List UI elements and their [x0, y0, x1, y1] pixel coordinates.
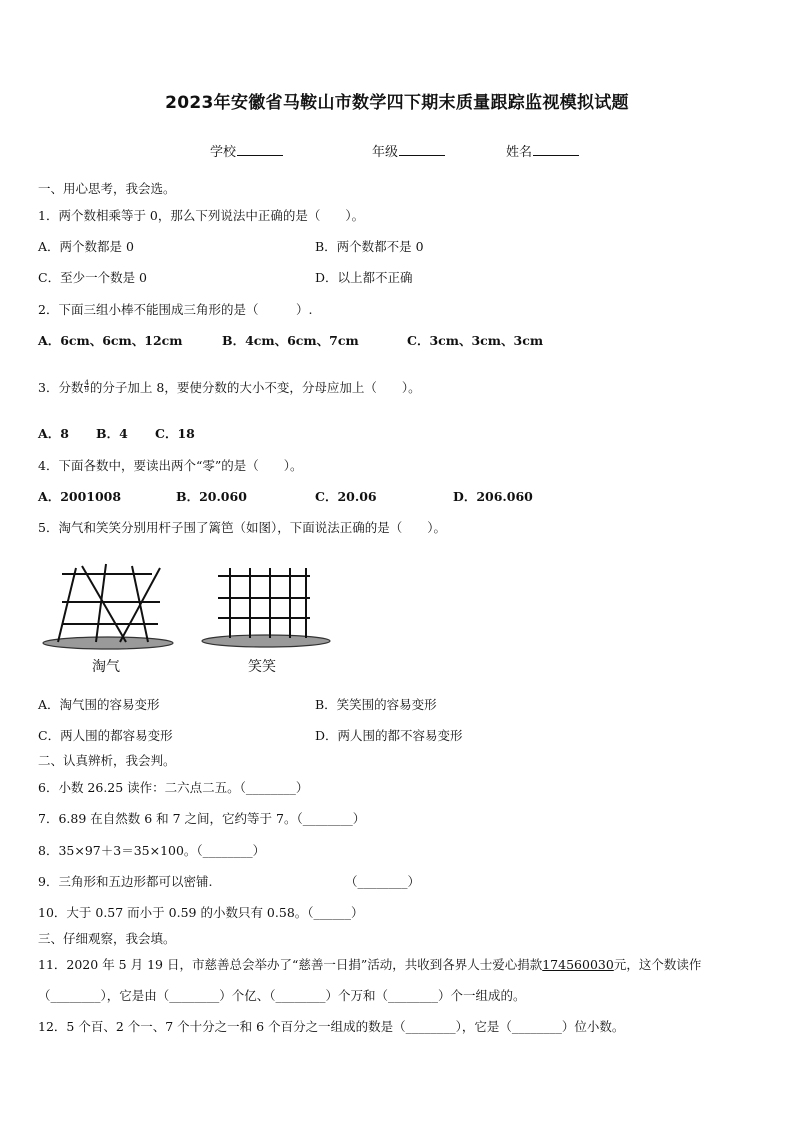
question-12[interactable]: 12．5 个百、2 个一、7 个十分之一和 6 个百分之一组成的数是（________），它是（________）位小数。	[38, 1019, 625, 1034]
question-9: 9．三角形和五边形都可以密铺.	[38, 874, 213, 889]
question-9-blank[interactable]: （________）	[345, 874, 421, 889]
fence-figure-taoqi	[40, 562, 180, 656]
q5-option-d[interactable]: D．两人围的都不容易变形	[315, 728, 463, 743]
question-3: 3．分数 $\frac{4}{9}$ 的分子加上 8，要使分数的大小不变，分母应加上（ ）。	[38, 379, 421, 395]
q5-option-a[interactable]: A．淘气围的容易变形	[38, 697, 160, 712]
q2-option-b[interactable]: B．4cm、6cm、7cm	[222, 333, 359, 348]
page-title: 2023年安徽省马鞍山市数学四下期末质量跟踪监视模拟试题	[165, 93, 629, 113]
q3-option-a[interactable]: A．8	[38, 426, 69, 441]
q2-option-c[interactable]: C．3cm、3cm、3cm	[407, 333, 544, 348]
q2-option-a[interactable]: A．6cm、6cm、12cm	[38, 333, 183, 348]
q1-option-b[interactable]: B．两个数都不是 0	[315, 239, 424, 254]
q4-option-d[interactable]: D．206.060	[453, 489, 533, 504]
q3-option-b[interactable]: B．4	[96, 426, 128, 441]
question-2: 2．下面三组小棒不能围成三角形的是（ ）.	[38, 302, 313, 317]
donation-amount: 174560030	[542, 957, 614, 972]
question-11-line-2[interactable]: （________），它是由（________）个亿、（________）个万和（________）个一组成的。	[38, 988, 526, 1003]
q4-option-c[interactable]: C．20.06	[315, 489, 377, 504]
fence-figure-xiaoxiao	[198, 562, 338, 656]
question-8[interactable]: 8．35×97＋3＝35×100。（________）	[38, 843, 266, 858]
name-field[interactable]: 姓名	[506, 141, 579, 160]
figure-label-taoqi: 淘气	[92, 659, 120, 675]
question-10[interactable]: 10．大于 0.57 而小于 0.59 的小数只有 0.58。（______）	[38, 905, 364, 920]
section-heading-3: 三、仔细观察，我会填。	[38, 931, 176, 946]
question-6[interactable]: 6．小数 26.25 读作：二六点二五。（________）	[38, 780, 309, 795]
q5-option-c[interactable]: C．两人围的都容易变形	[38, 728, 173, 743]
figure-label-xiaoxiao: 笑笑	[248, 659, 276, 675]
question-1: 1．两个数相乘等于 0，那么下列说法中正确的是（ ）。	[38, 208, 365, 223]
q1-option-c[interactable]: C．至少一个数是 0	[38, 270, 147, 285]
section-heading-1: 一、用心思考，我会选。	[38, 181, 176, 196]
question-7[interactable]: 7．6.89 在自然数 6 和 7 之间，它约等于 7。（________）	[38, 811, 366, 826]
question-4: 4．下面各数中，要读出两个“零”的是（ ）。	[38, 458, 303, 473]
q4-option-b[interactable]: B．20.060	[176, 489, 247, 504]
question-5: 5．淘气和笑笑分别用杆子围了篱笆（如图），下面说法正确的是（ ）。	[38, 520, 446, 535]
question-11-line-1: 11．2020 年 5 月 19 日，市慈善总会举办了“慈善一日捐”活动，共收到各界人士爱心捐款174560030元，这个数读作	[38, 957, 702, 972]
fraction: $\frac{4}{9}$	[84, 379, 89, 394]
section-heading-2: 二、认真辨析，我会判。	[38, 753, 176, 768]
q1-option-d[interactable]: D．以上都不正确	[315, 270, 413, 285]
q1-option-a[interactable]: A．两个数都是 0	[38, 239, 134, 254]
q5-option-b[interactable]: B．笑笑围的容易变形	[315, 697, 437, 712]
q3-option-c[interactable]: C．18	[155, 426, 195, 441]
school-field[interactable]: 学校	[210, 141, 283, 160]
q4-option-a[interactable]: A．2001008	[38, 489, 122, 504]
grade-field[interactable]: 年级	[372, 141, 445, 160]
